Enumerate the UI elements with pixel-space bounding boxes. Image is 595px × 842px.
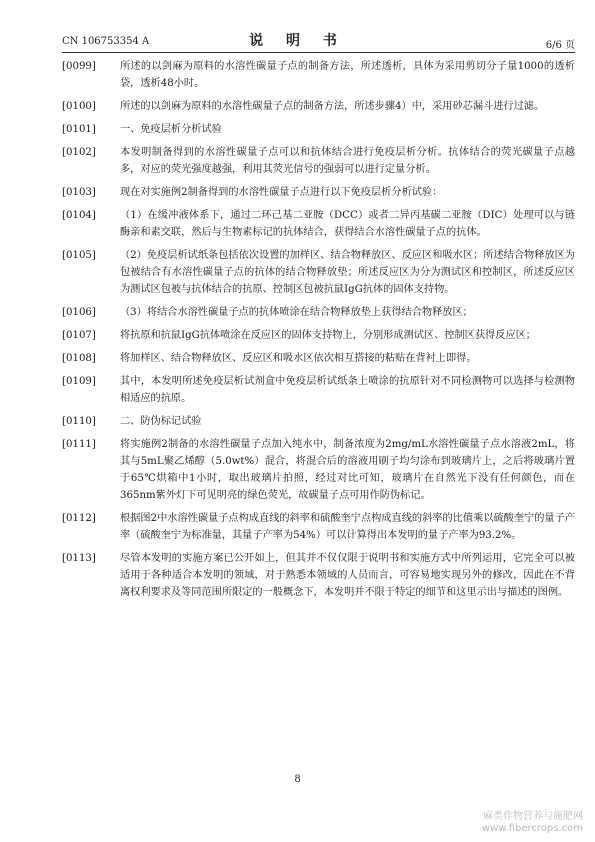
paragraph-number: [0112] [62,513,96,524]
paragraph [62,58,575,92]
paragraph-number: [0099] [62,61,96,72]
paragraph-text: 尽管本发明的实施方案已公开如上，但其并不仅仅限于说明书和实施方式中所列运用，它完全可以被适用于各种适合本发明的领域，对于熟悉本领域的人员而言，可容易地实现另外的修改，因此在不背离权利要求及等同范围所限定的一般概念下，本发明并不限于特定的细节和这里示出与描述的图例。 [120,553,575,598]
paragraph-number: [0108] [62,353,96,364]
paragraph-text: 现在对实施例2制备得到的水溶性碳量子点进行以下免疫层析分析试验： [120,187,443,198]
paragraph [62,247,575,298]
paragraph-list [62,58,575,607]
paragraph-text: 所述的以剑麻为原料的水溶性碳量子点的制备方法，所述透析，具体为采用剪切分子量1000的透析袋，透析48小时。 [120,61,575,89]
paragraph [62,350,575,367]
paragraph-number: [0110] [62,416,96,427]
header-divider [62,52,575,53]
paragraph-number: [0102] [62,147,96,158]
paragraph [62,121,575,138]
watermark [482,811,583,835]
paragraph-text: （1）在缓冲液体系下，通过二环己基二亚胺（DCC）或者二异丙基碳二亚胺（DIC）处理可以与链酶亲和素交联，然后与生物素标记的抗体结合，获得结合水溶性碳量子点的抗体。 [120,210,575,238]
paragraph [62,550,575,601]
paragraph-number: [0106] [62,307,96,318]
paragraph [62,184,575,201]
paragraph-number: [0103] [62,187,96,198]
paragraph-text: （3）将结合水溶性碳量子点的抗体喷涂在结合物释放垫上获得结合物释放区； [120,307,473,318]
paragraph-text: 将实施例2制备的水溶性碳量子点加入纯水中，制备浓度为2mg/mL水溶性碳量子点水溶液2mL，将其与5mL聚乙烯醇（5.0wt%）混合，将混合后的溶液用刷子均匀涂布到玻璃片上，之后将玻璃片置于65℃烘箱中1小时，取出玻璃片拍照，经过对比可知，玻璃片在自然光下没有任何颜色，而在365nm紫外灯下可见明亮的绿色荧光，故碳量子点可用作防伪标记。 [120,439,575,501]
paragraph-text: 所述的以剑麻为原料的水溶性碳量子点的制备方法，所述步骤4）中，采用砂芯漏斗进行过滤。 [120,101,545,112]
paragraph-number: [0111] [62,439,96,450]
section-heading: 二、防伪标记试验 [120,416,202,427]
paragraph-number: [0113] [62,553,96,564]
paragraph-number: [0104] [62,210,96,221]
paragraph [62,436,575,504]
paragraph-text: 根据图2中水溶性碳量子点构成直线的斜率和硫酸奎宁点构成直线的斜率的比值乘以硫酸奎宁的量子产率（硫酸奎宁为标准量，其量子产率为54%）可以计算得出本发明的量子产率为93.2%。 [120,513,575,541]
paragraph-text: 其中，本发明所述免疫层析试剂盒中免疫层析试纸条上喷涂的抗原针对不同检测物可以选择与检测物相适应的抗原。 [120,376,575,404]
paragraph-number: [0105] [62,250,96,261]
paragraph-number: [0101] [62,124,96,135]
paragraph [62,413,575,430]
paragraph [62,144,575,178]
paragraph [62,304,575,321]
paragraph-number: [0107] [62,330,96,341]
paragraph-number: [0100] [62,101,96,112]
paragraph-text: 将抗原和抗鼠IgG抗体喷涂在反应区的固体支持物上，分别形成测试区、控制区获得反应区； [120,330,536,341]
paragraph [62,510,575,544]
document-title: 说 明 书 [249,33,346,49]
paragraph-number: [0109] [62,376,96,387]
paragraph [62,207,575,241]
section-heading: 一、免疫层析分析试验 [120,124,222,135]
paragraph-text: 将加样区、结合物释放区、反应区和吸水区依次相互搭接的粘贴在背衬上即得。 [120,353,477,364]
paragraph-text: （2）免疫层析试纸条包括依次设置的加样区、结合物释放区、反应区和吸水区；所述结合物释放区为包被结合有水溶性碳量子点的抗体的结合物释放垫；所述反应区为分为测试区和控制区，所述反应区为测试区包被与抗体结合的抗原、控制区包被抗鼠IgG抗体的固体支持物。 [120,250,575,295]
paragraph [62,327,575,344]
watermark-url: www.fibercrops.com [481,823,583,834]
patent-number: CN 106753354 A [62,36,150,47]
paragraph [62,98,575,115]
paragraph-text: 本发明制备得到的水溶性碳量子点可以和抗体结合进行免疫层析分析。抗体结合的荧光碳量子点越多，对应的荧光强度越强，利用其荧光信号的强弱可以进行定量分析。 [120,147,575,175]
watermark-site-name: 麻类作物营养与施肥网 [483,811,583,822]
page-info: 6/6 页 [545,40,575,51]
paragraph [62,373,575,407]
page-number: 8 [294,774,301,785]
